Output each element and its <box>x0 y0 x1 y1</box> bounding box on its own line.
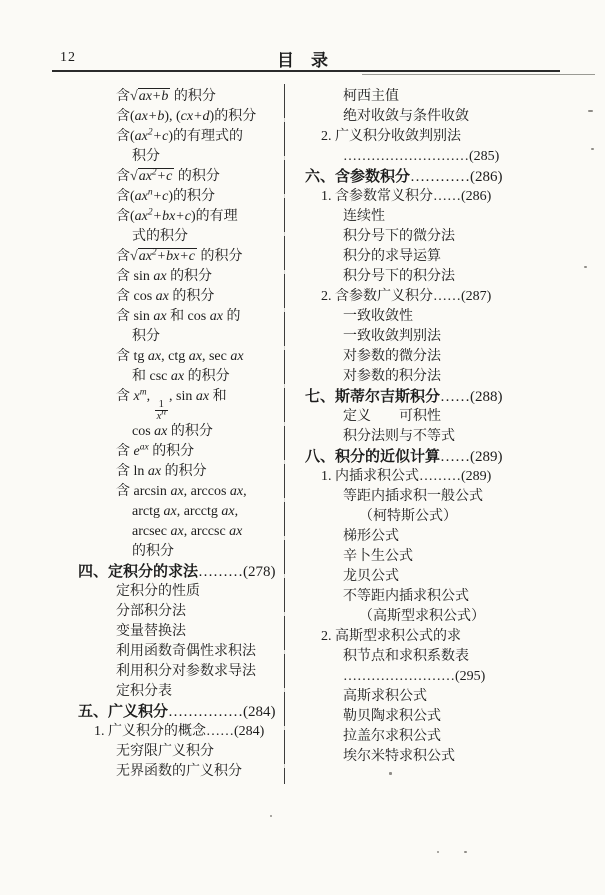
text-run: 无穷限广义积分 <box>116 744 214 760</box>
text-run: 定积分的性质 <box>116 584 200 600</box>
math-run: +c <box>152 129 169 144</box>
toc-subitem <box>78 287 282 307</box>
text-run: 对参数的积分法 <box>343 369 441 384</box>
toc-section-heading <box>78 702 282 722</box>
math-run: +bx+c <box>156 249 195 264</box>
math-run: ax+b <box>134 109 165 124</box>
text-run: 含( <box>116 209 135 224</box>
text-run: 对参数的微分法 <box>343 349 441 364</box>
header-rule-shadow <box>362 74 595 75</box>
toc-subitem-continuation <box>78 422 282 442</box>
toc-subitem <box>78 682 282 702</box>
bold-text-run: 六、含参数积分 <box>305 169 411 185</box>
toc-item-numbered <box>305 467 573 487</box>
text-run: 无界函数的广义积分 <box>116 764 242 780</box>
toc-item-numbered <box>305 187 573 207</box>
text-run: , sin <box>169 389 196 404</box>
toc-subitem-continuation <box>78 522 282 542</box>
text-run: 利用积分对参数求导法 <box>116 664 256 680</box>
superscript: n <box>161 407 167 418</box>
toc-subitem <box>305 87 573 107</box>
toc-subitem <box>305 567 573 587</box>
toc-subitem <box>78 602 282 622</box>
toc-subitem <box>305 227 573 247</box>
math-run: ax <box>134 189 148 204</box>
radicand <box>138 248 197 264</box>
text-run: 高斯求积公式 <box>343 689 427 704</box>
denominator <box>155 407 168 423</box>
toc-subitem <box>305 207 573 227</box>
math-run: ax <box>170 369 185 384</box>
toc-subitem-continuation <box>78 227 282 247</box>
bold-text-run: 七、斯蒂尔吉斯积分 <box>305 389 441 405</box>
text-run: ……………………(295) <box>343 669 486 684</box>
text-run: 积分 <box>132 329 160 344</box>
text-run: 含( <box>116 129 135 144</box>
math-run: ax <box>138 249 152 264</box>
toc-item-numbered <box>305 127 573 147</box>
text-run: 含 <box>116 249 130 264</box>
text-run: 埃尔米特求积公式 <box>343 749 455 764</box>
text-run: 1. 内插求积公式………(289) <box>321 469 492 484</box>
toc-subitem <box>305 247 573 267</box>
toc-subitem <box>305 647 573 667</box>
text-run: 积分法则与不等式 <box>343 429 455 444</box>
toc-subitem <box>78 207 282 227</box>
text-run: ………………………(285) <box>343 149 500 164</box>
toc-subitem <box>305 367 573 387</box>
text-run: 和 csc <box>132 369 171 384</box>
math-run: ax <box>138 169 152 184</box>
math-run: +bx+c <box>152 209 191 224</box>
text-run: 梯形公式 <box>343 529 399 544</box>
text-run: 连续性 <box>343 209 385 224</box>
text-run: 拉盖尔求积公式 <box>343 729 441 744</box>
text-run: 含 <box>116 389 134 404</box>
toc-subitem <box>305 407 573 427</box>
radicand <box>138 168 175 184</box>
sqrt-expression: √ax+b <box>130 89 169 104</box>
math-run: ax <box>229 484 244 500</box>
text-run: , arcctg <box>176 504 222 520</box>
sqrt-expression: $√ax^2+bx+c$ <box>130 247 195 264</box>
math-run: x <box>133 389 140 404</box>
text-run: 含 sin <box>116 269 154 284</box>
text-run: 的积分 <box>174 169 220 184</box>
text-run: 龙贝公式 <box>343 569 399 584</box>
text-run: 1 <box>158 399 164 410</box>
text-run: 积分的求导运算 <box>343 249 441 264</box>
toc-item-numbered <box>305 627 573 647</box>
text-run: , <box>234 504 239 520</box>
toc-subitem <box>78 87 282 107</box>
text-run: 2. 广义积分收敛判别法 <box>321 129 461 144</box>
text-run: 2. 高斯型求积公式的求 <box>321 629 461 644</box>
toc-subitem <box>78 462 282 482</box>
math-run: ax <box>147 464 162 480</box>
text-run: 柯西主值 <box>343 89 399 104</box>
text-run: 的积分 <box>170 89 216 104</box>
text-run: 的积分 <box>196 249 243 264</box>
toc-subitem <box>305 267 573 287</box>
toc-subitem <box>305 687 573 707</box>
radicand <box>138 88 171 104</box>
text-run: ……(288) <box>440 389 503 405</box>
superscript: 2 <box>151 247 157 258</box>
scan-speck <box>389 772 392 775</box>
toc-subitem <box>305 547 573 567</box>
math-run: ax <box>230 349 244 364</box>
text-run: 含 tg <box>116 349 148 364</box>
math-run: ax <box>195 389 210 404</box>
scan-speck <box>270 815 272 817</box>
math-run: ax <box>163 504 177 520</box>
toc-subitem <box>78 387 282 422</box>
scan-speck <box>584 266 587 268</box>
math-run: ax+b <box>138 89 169 104</box>
math-run: e <box>133 444 140 460</box>
header-rule <box>52 70 560 72</box>
text-run: 1. 含参数常义积分……(286) <box>321 189 492 204</box>
scan-speck <box>464 851 467 853</box>
math-run: ax <box>170 484 184 500</box>
math-run: cx+d <box>180 109 210 124</box>
text-run: 含 <box>116 444 134 460</box>
text-run: 的 <box>222 309 241 324</box>
text-run: ………(278) <box>198 564 276 581</box>
toc-subitem <box>78 442 282 462</box>
math-run: ax <box>134 209 148 224</box>
text-run: , arccsc <box>183 524 230 540</box>
toc-subitem <box>305 527 573 547</box>
text-run: , <box>243 484 247 500</box>
text-run: 含 cos <box>116 289 156 304</box>
text-run: 式的积分 <box>132 229 188 244</box>
column-divider <box>284 84 285 784</box>
superscript: 2 <box>147 207 153 218</box>
toc-subitem <box>78 347 282 367</box>
toc-subitem-continuation <box>78 327 282 347</box>
bold-text-run: 四、定积分的求法 <box>78 564 199 581</box>
text-run: 积分号下的积分法 <box>343 269 455 284</box>
bold-text-run: 八、积分的近似计算 <box>305 449 441 465</box>
text-run: 的积分 <box>161 464 207 480</box>
math-run: ax <box>153 269 167 284</box>
toc-subitem <box>78 662 282 682</box>
superscript: m <box>139 387 147 398</box>
toc-section-heading <box>305 447 573 467</box>
math-run: ax <box>134 129 148 144</box>
text-run: 含 ln <box>116 464 148 480</box>
text-run: 不等距内插求积公式 <box>343 589 469 604</box>
toc-subitem-continuation <box>305 507 573 527</box>
toc-subitem <box>78 762 282 782</box>
page-title: 目 录 <box>277 51 328 70</box>
text-run: , arccos <box>183 484 230 500</box>
toc-subitem <box>305 667 573 687</box>
scan-speck <box>591 148 594 150</box>
text-run: 积节点和求积系数表 <box>343 649 469 664</box>
superscript: n <box>147 187 153 198</box>
superscript: 2 <box>147 127 153 138</box>
math-run: +c <box>156 169 173 184</box>
text-run: )的积分 <box>168 189 215 204</box>
text-run: arctg <box>132 504 164 520</box>
text-run: 定义 可积性 <box>343 409 441 424</box>
toc-subitem <box>78 167 282 187</box>
toc-subitem <box>78 622 282 642</box>
text-run: 1. 广义积分的概念……(284) <box>94 724 265 740</box>
toc-subitem <box>78 107 282 127</box>
math-run: ax <box>229 524 243 540</box>
toc-subitem <box>78 247 282 267</box>
math-run: +c <box>152 189 169 204</box>
text-run: 利用函数奇偶性求积法 <box>116 644 256 660</box>
text-run: 的积分 <box>132 544 174 560</box>
scan-speck <box>437 851 439 853</box>
math-run: ax <box>154 424 168 440</box>
text-run: )的有理 <box>190 209 238 224</box>
toc-subitem <box>78 127 282 147</box>
text-run: , sec <box>201 349 231 364</box>
text-run: 定积分表 <box>116 684 172 700</box>
toc-subitem <box>305 327 573 347</box>
text-run: 和 cos <box>166 309 210 324</box>
text-run: 变量替换法 <box>116 624 186 640</box>
toc-subitem <box>78 742 282 762</box>
toc-subitem <box>305 487 573 507</box>
text-run: 辛卜生公式 <box>343 549 413 564</box>
text-run: 积分 <box>132 149 160 164</box>
math-run: ax <box>155 289 169 304</box>
toc-item-numbered <box>305 287 573 307</box>
text-run: 含 <box>116 89 130 104</box>
toc-subitem <box>305 747 573 767</box>
math-run: ax <box>188 349 202 364</box>
math-run: ax <box>147 349 162 364</box>
text-run: , <box>146 389 154 404</box>
toc-section-heading <box>78 562 282 582</box>
text-run: 积分号下的微分法 <box>343 229 455 244</box>
toc-subitem <box>305 427 573 447</box>
toc-subitem <box>305 707 573 727</box>
text-run: cos <box>132 424 155 440</box>
text-run: 的积分 <box>167 424 213 440</box>
text-run: 等距内插求积一般公式 <box>343 489 483 504</box>
toc-subitem <box>305 307 573 327</box>
sqrt-expression: $√ax^2+c$ <box>130 167 173 184</box>
text-run: ), ( <box>164 109 181 124</box>
toc-subitem <box>305 347 573 367</box>
toc-subitem-continuation <box>78 542 282 562</box>
math-run: ax <box>170 524 184 540</box>
bold-text-run: 五、广义积分 <box>78 704 169 721</box>
text-run: arcsec <box>132 524 171 540</box>
fraction <box>155 399 168 422</box>
text-run: , ctg <box>161 349 189 364</box>
toc-subitem-continuation <box>305 607 573 627</box>
toc-subitem <box>78 582 282 602</box>
text-run: …………(286) <box>410 169 503 185</box>
text-run: 含( <box>116 189 135 204</box>
toc-subitem <box>78 642 282 662</box>
toc-subitem-continuation <box>78 147 282 167</box>
toc-section-heading <box>305 167 573 187</box>
text-run: 含 <box>116 169 130 184</box>
text-run: 绝对收敛与条件收敛 <box>343 109 469 124</box>
math-run: ax <box>209 309 223 324</box>
text-run: 分部积分法 <box>116 604 186 620</box>
text-run: ……(289) <box>440 449 503 465</box>
text-run: 含( <box>116 109 135 124</box>
toc-section-heading <box>305 387 573 407</box>
text-run: 2. 含参数广义积分……(287) <box>321 289 492 304</box>
text-run: 一致收敛判别法 <box>343 329 441 344</box>
text-run: 勒贝陶求积公式 <box>343 709 441 724</box>
toc-subitem-continuation <box>78 502 282 522</box>
text-run: 含 sin <box>116 309 154 324</box>
text-run: 的积分 <box>166 269 213 284</box>
text-run: 和 <box>209 389 227 404</box>
toc-subitem <box>78 267 282 287</box>
toc-subitem <box>305 107 573 127</box>
text-run: 含 arcsin <box>116 484 171 500</box>
math-run: ax <box>153 309 167 324</box>
toc-left-column <box>78 87 282 782</box>
math-run: x <box>156 411 162 423</box>
toc-subitem <box>305 147 573 167</box>
toc-item-numbered <box>78 722 282 742</box>
text-run: ……………(284) <box>168 704 276 721</box>
superscript: ax <box>139 442 149 453</box>
text-run: 的积分 <box>168 289 215 304</box>
text-run: 一致收敛性 <box>343 309 413 324</box>
superscript: 2 <box>151 167 157 178</box>
text-run: 的积分 <box>148 444 195 460</box>
page-number: 12 <box>60 50 76 65</box>
toc-subitem <box>305 727 573 747</box>
text-run: （高斯型求积公式） <box>359 609 485 624</box>
text-run: 的积分 <box>184 369 230 384</box>
text-run: )的积分 <box>209 109 257 124</box>
math-run: ax <box>221 504 235 520</box>
text-run: （柯特斯公式） <box>359 509 457 524</box>
toc-subitem <box>78 482 282 502</box>
scan-speck <box>588 110 593 112</box>
toc-subitem-continuation <box>78 367 282 387</box>
toc-subitem <box>78 307 282 327</box>
toc-right-column <box>305 87 573 767</box>
text-run: )的有理式的 <box>168 129 243 144</box>
toc-subitem <box>305 587 573 607</box>
toc-subitem <box>78 187 282 207</box>
